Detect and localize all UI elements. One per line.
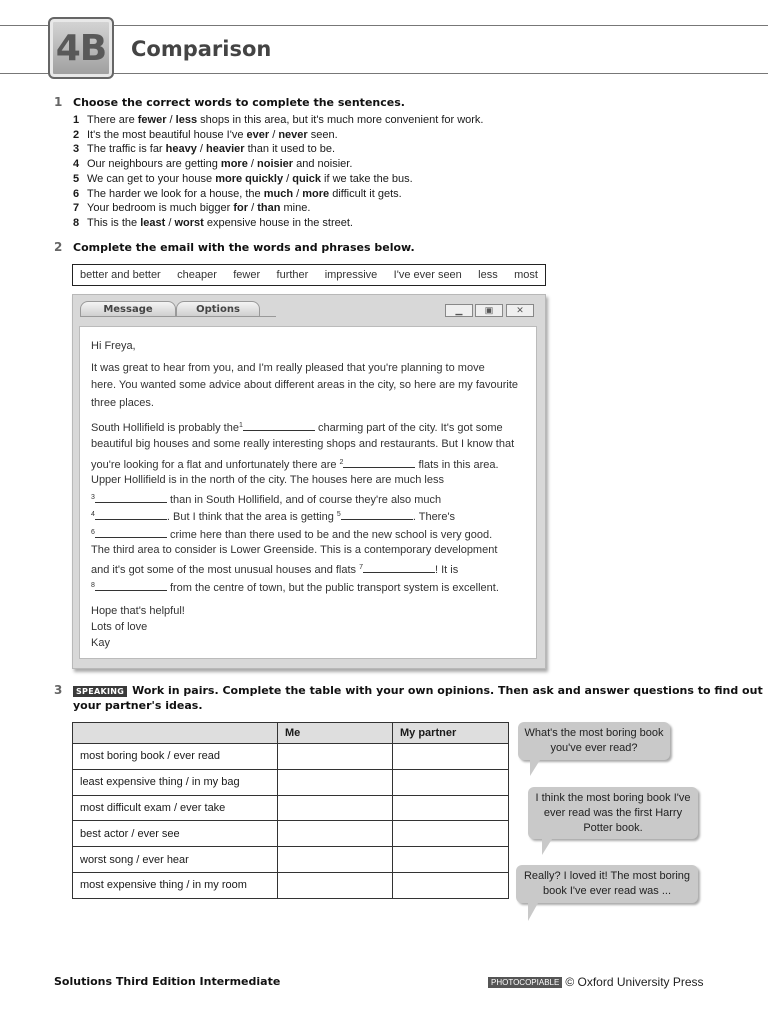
copyright-text: © Oxford University Press — [565, 975, 704, 989]
email-text — [91, 457, 499, 471]
minimize-icon: ▁ — [455, 305, 463, 315]
tab-message[interactable]: Message — [80, 301, 176, 317]
gap-number: 4 — [91, 511, 95, 518]
cell-partner[interactable] — [393, 795, 509, 821]
email-text — [91, 420, 503, 434]
speech-bubble: I think the most boring book I've ever read was the first Harry Potter book. — [528, 787, 698, 839]
table-header-partner: My partner — [393, 723, 509, 744]
word-choice[interactable]: least — [140, 216, 166, 229]
email-text: It was great to hear from you, and I'm really pleased that you're planning to move — [91, 362, 485, 374]
bubble-tail — [542, 839, 552, 855]
email-text: you're looking for a flat and unfortunately there are — [91, 459, 340, 471]
email-text: from the centre of town, but the public transport system is excellent. — [166, 582, 499, 594]
gap-number: 5 — [336, 511, 341, 518]
word-option: fewer — [233, 269, 261, 281]
speech-bubble: What's the most boring book you've ever read? — [518, 722, 670, 760]
word-choice[interactable]: less — [175, 114, 198, 126]
cell-me[interactable] — [278, 872, 393, 898]
cell-me[interactable] — [278, 847, 393, 873]
email-text: and it's got some of the most unusual houses and flats — [91, 564, 360, 576]
header-rule-bottom — [0, 73, 768, 74]
email-closing: Lots of love — [91, 621, 148, 633]
exercise-instruction: Complete the email with the words and phrases below. — [73, 241, 415, 254]
sentence-text: / — [166, 114, 176, 126]
word-choice[interactable]: than — [257, 202, 281, 215]
exercise-number: 1 — [54, 95, 63, 109]
email-closing: Hope that's helpful! — [91, 605, 185, 617]
email-text — [91, 580, 499, 594]
sentence-text: shops in this area, but it's much more convenient for work. — [197, 114, 484, 126]
opinions-table — [72, 722, 509, 899]
sentence-number: 3 — [73, 143, 80, 156]
word-box — [72, 264, 546, 286]
sentence-number: 1 — [73, 114, 80, 126]
word-option: further — [276, 269, 309, 281]
sentence-item — [73, 129, 338, 144]
exercise-number: 3 — [54, 683, 63, 697]
word-choice[interactable]: more quickly — [215, 172, 284, 185]
table-row — [73, 872, 509, 898]
sentence-text: / — [196, 143, 207, 156]
row-prompt: best actor / ever see — [73, 821, 278, 847]
gap-number: 3 — [91, 494, 95, 501]
sentence-item — [73, 188, 402, 203]
sentence-text: This is the — [87, 216, 141, 229]
word-choice[interactable]: worst — [174, 216, 204, 229]
email-text: flats in this area. — [415, 459, 499, 471]
close-icon: ✕ — [516, 305, 524, 315]
gap-blank[interactable] — [341, 509, 413, 520]
sentence-item — [73, 158, 352, 173]
sentence-item — [73, 217, 353, 232]
cell-me[interactable] — [278, 795, 393, 821]
instruction-text: Work in pairs. Complete the table with your own opinions. Then ask and answer questions to find out — [132, 684, 763, 697]
word-choice[interactable]: ever — [246, 128, 270, 141]
footer-title: Solutions Third Edition Intermediate — [54, 975, 281, 988]
word-option: cheaper — [177, 269, 217, 281]
sentence-text: It's the most beautiful house I've — [87, 128, 247, 141]
email-text: crime here than there used to be and the new school is very good. — [166, 529, 493, 541]
sentence-text: Your bedroom is much bigger — [87, 202, 234, 215]
table-row — [73, 769, 509, 795]
sentence-text: / — [293, 187, 303, 200]
table-header-row — [73, 723, 509, 744]
gap-blank[interactable] — [95, 509, 167, 520]
sentence-text: expensive house in the street. — [203, 216, 353, 229]
exercise-instruction: your partner's ideas. — [73, 699, 203, 712]
word-option: impressive — [324, 269, 378, 281]
speech-bubble: Really? I loved it! The most boring book I've ever read was ... — [516, 865, 698, 903]
email-window — [72, 294, 546, 669]
email-text: . But I think that the area is getting — [166, 511, 337, 523]
gap-number: 8 — [91, 582, 95, 589]
table-row — [73, 847, 509, 873]
word-option: most — [514, 269, 538, 281]
maximize-button[interactable] — [475, 304, 503, 317]
word-option: better and better — [80, 269, 161, 281]
sentence-text: / — [247, 158, 257, 171]
email-greeting: Hi Freya, — [91, 340, 136, 352]
email-text: three places. — [91, 397, 154, 409]
bubble-tail — [528, 903, 538, 921]
sentence-text: if we take the bus. — [320, 172, 413, 185]
email-text: South Hollifield is probably the — [91, 422, 239, 434]
tab-options[interactable]: Options — [176, 301, 260, 317]
sentence-number: 6 — [73, 187, 80, 200]
cell-partner[interactable] — [393, 847, 509, 873]
email-text: here. You wanted some advice about different areas in the city, so here are my favourite — [91, 379, 519, 391]
sentence-text: The traffic is far — [87, 143, 166, 156]
sentence-text: / — [283, 172, 293, 185]
table-row — [73, 744, 509, 770]
cell-me[interactable] — [278, 769, 393, 795]
unit-badge: 4B — [48, 17, 114, 79]
email-body — [79, 326, 537, 659]
email-text: beautiful big houses and some really interesting shops and restaurants. But I know that — [91, 438, 515, 450]
page-title: Comparison — [131, 37, 272, 61]
word-choice[interactable]: more — [220, 158, 248, 171]
email-text — [91, 509, 455, 523]
gap-blank[interactable] — [95, 492, 167, 503]
sentence-text: Our neighbours are getting — [87, 158, 221, 171]
exercise-instruction: Choose the correct words to complete the sentences. — [73, 96, 405, 109]
gap-number: 2 — [339, 459, 344, 466]
sentence-text: and noisier. — [293, 158, 353, 171]
row-prompt: worst song / ever hear — [73, 847, 278, 873]
word-choice[interactable]: heavier — [206, 143, 245, 156]
email-text — [91, 562, 458, 576]
sentence-text: seen. — [307, 128, 338, 141]
gap-blank[interactable] — [95, 527, 167, 538]
email-text: The third area to consider is Lower Greenside. This is a contemporary development — [91, 544, 498, 556]
sentence-item — [73, 114, 484, 129]
row-prompt: most difficult exam / ever take — [73, 795, 278, 821]
gap-blank[interactable] — [343, 457, 415, 468]
email-text: Upper Hollifield is in the north of the city. The houses here are much less — [91, 474, 444, 486]
row-prompt: most expensive thing / in my room — [73, 872, 278, 898]
email-text: ! It is — [435, 564, 459, 576]
sentence-text: There are — [87, 114, 138, 126]
word-option: less — [478, 269, 498, 281]
email-text: charming part of the city. It's got some — [314, 422, 503, 434]
cell-partner[interactable] — [393, 769, 509, 795]
email-text — [91, 492, 441, 506]
word-choice[interactable]: never — [278, 128, 308, 141]
word-choice[interactable]: more — [302, 187, 330, 200]
word-choice[interactable]: heavy — [165, 143, 197, 156]
sentence-text: than it used to be. — [244, 143, 336, 156]
cell-me[interactable] — [278, 821, 393, 847]
row-prompt: most boring book / ever read — [73, 744, 278, 770]
gap-number: 7 — [359, 564, 363, 571]
gap-blank[interactable] — [95, 580, 167, 591]
sentence-item — [73, 143, 335, 158]
gap-blank[interactable] — [363, 562, 435, 573]
gap-number: 1 — [238, 422, 243, 429]
sentence-text: We can get to your house — [87, 172, 216, 185]
word-choice[interactable]: quick — [292, 172, 321, 185]
sentence-text: / — [269, 128, 279, 141]
word-choice[interactable]: noisier — [257, 158, 294, 171]
sentence-text: / — [165, 216, 175, 229]
sentence-text: / — [248, 202, 258, 215]
minimize-button[interactable] — [445, 304, 473, 317]
table-row — [73, 821, 509, 847]
sentence-number: 5 — [73, 172, 80, 185]
gap-number: 6 — [91, 529, 95, 536]
email-text: than in South Hollifield, and of course they're also much — [166, 494, 442, 506]
close-button[interactable] — [506, 304, 534, 317]
word-choice[interactable]: much — [263, 187, 294, 200]
sentence-text: The harder we look for a house, the — [87, 187, 264, 200]
tab-strip-line — [260, 316, 276, 317]
speaking-badge: SPEAKING — [73, 686, 127, 697]
sentence-item — [73, 202, 310, 217]
sentence-number: 2 — [73, 128, 80, 141]
exercise-number: 2 — [54, 240, 63, 254]
bubble-tail — [530, 760, 540, 776]
email-text: . There's — [412, 511, 456, 523]
word-choice[interactable]: for — [233, 202, 249, 215]
gap-blank[interactable] — [243, 420, 315, 431]
sentence-text: mine. — [280, 202, 311, 215]
sentence-number: 7 — [73, 202, 80, 215]
table-row — [73, 795, 509, 821]
word-option: I've ever seen — [393, 269, 462, 281]
sentence-number: 8 — [73, 216, 80, 229]
sentence-item — [73, 173, 413, 188]
row-prompt: least expensive thing / in my bag — [73, 769, 278, 795]
maximize-icon: ▣ — [484, 305, 494, 315]
table-header-blank — [73, 723, 278, 744]
sentence-text: difficult it gets. — [329, 187, 402, 200]
cell-partner[interactable] — [393, 821, 509, 847]
exercise-instruction — [73, 684, 763, 697]
email-signature: Kay — [91, 637, 110, 649]
header-rule-top — [0, 25, 768, 26]
photocopiable-badge: PHOTOCOPIABLE — [488, 977, 562, 988]
cell-partner[interactable] — [393, 872, 509, 898]
cell-me[interactable] — [278, 744, 393, 770]
sentence-number: 4 — [73, 158, 80, 171]
cell-partner[interactable] — [393, 744, 509, 770]
email-text — [91, 527, 492, 541]
table-header-me: Me — [278, 723, 393, 744]
footer-copyright — [488, 975, 704, 989]
word-choice[interactable]: fewer — [137, 114, 167, 126]
